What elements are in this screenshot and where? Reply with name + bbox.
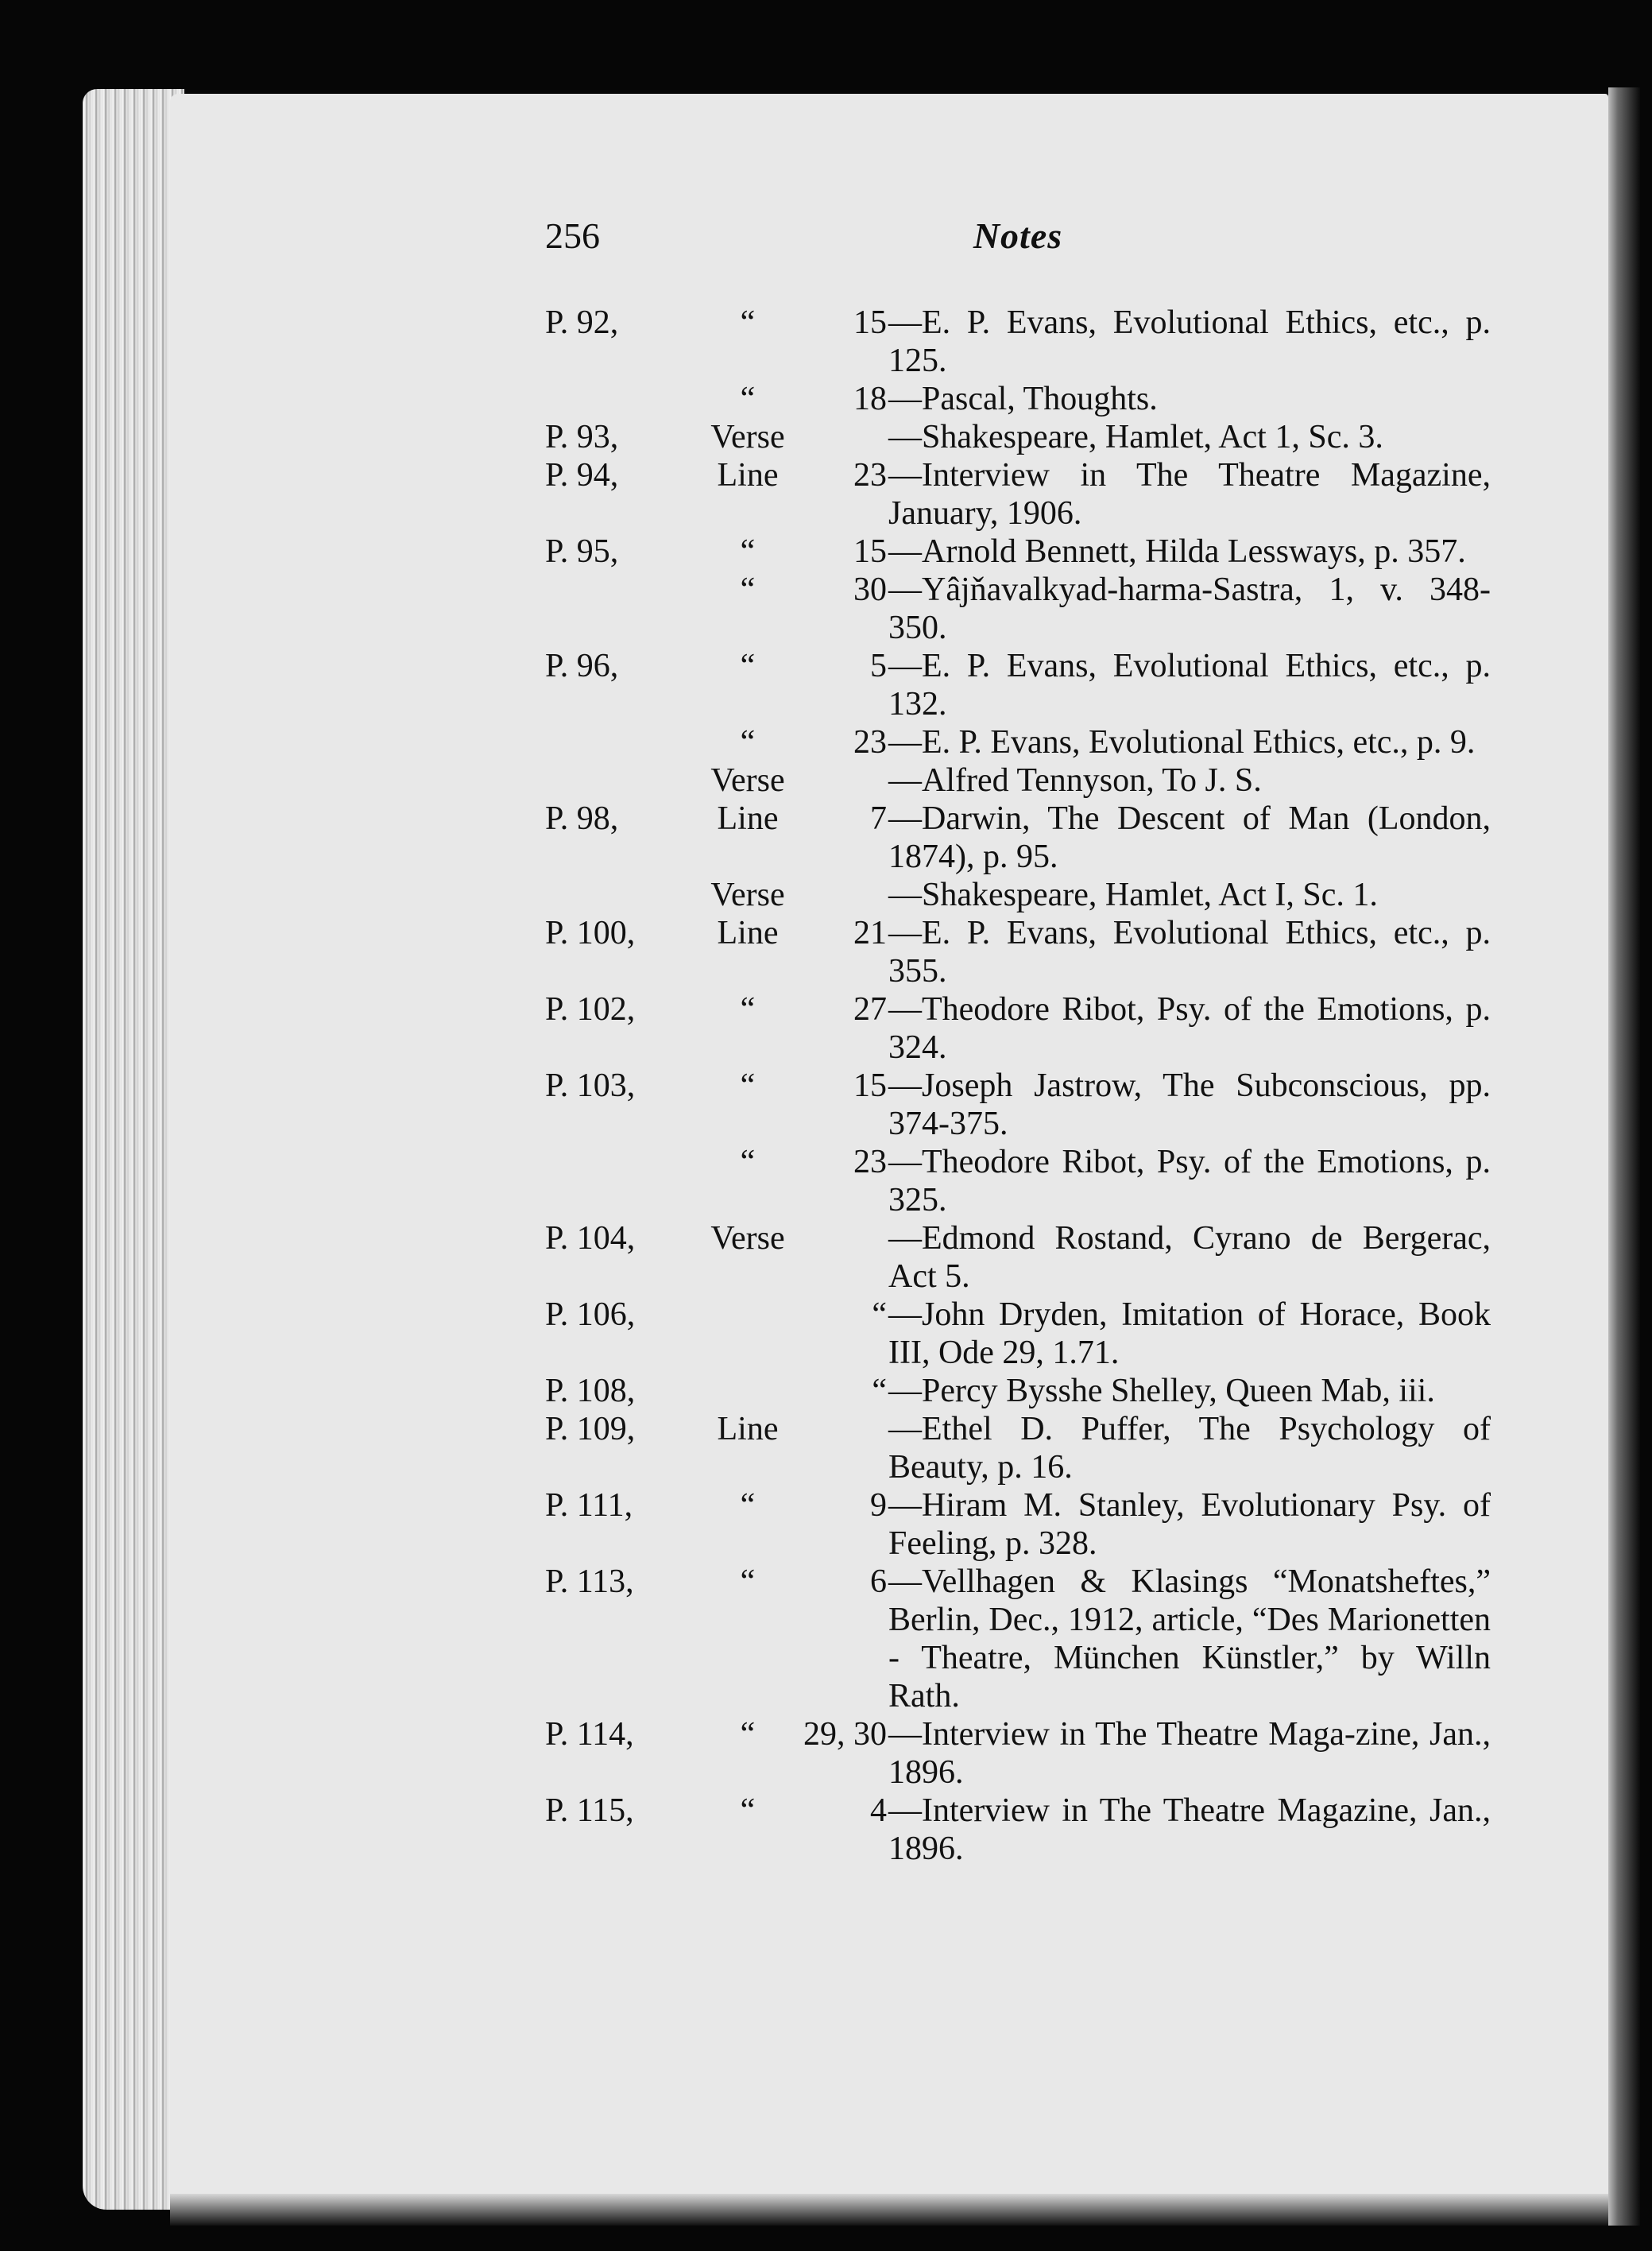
em-dash: — — [888, 724, 922, 761]
note-entry — [545, 304, 1491, 380]
note-line-marker: Verse — [710, 419, 785, 455]
note-entry — [545, 1563, 1491, 1715]
em-dash: — — [888, 1792, 922, 1829]
em-dash: — — [888, 419, 922, 455]
note-citation-text: Theodore Ribot, Psy. of the Emotions, p. 325. — [888, 1144, 1491, 1218]
note-entry — [545, 723, 1491, 761]
note-citation-text: Edmond Rostand, Cyrano de Bergerac, Act 5. — [888, 1220, 1491, 1295]
note-page-ref: P. 108, — [545, 1373, 636, 1409]
em-dash: — — [888, 1296, 922, 1333]
em-dash: — — [888, 877, 922, 913]
note-entry — [545, 647, 1491, 723]
note-citation — [888, 456, 1491, 533]
note-citation — [888, 761, 1491, 800]
note-entry — [545, 1296, 1491, 1372]
em-dash: — — [888, 381, 922, 417]
note-line-marker: Line — [717, 457, 779, 494]
note-citation-text: Alfred Tennyson, To J. S. — [922, 762, 1262, 799]
note-line-marker: “ — [740, 381, 756, 417]
note-entry — [545, 1792, 1491, 1868]
note-page-ref: P. 103, — [545, 1067, 636, 1104]
note-page-ref: P. 96, — [545, 648, 619, 684]
note-page-ref: P. 94, — [545, 457, 619, 494]
note-page-ref: P. 104, — [545, 1220, 636, 1257]
page-header — [545, 215, 1491, 270]
note-entry — [545, 1372, 1491, 1410]
note-line-marker: “ — [740, 304, 756, 341]
page-number: 256 — [545, 215, 600, 256]
em-dash: — — [888, 1067, 922, 1104]
note-line-number: 5 — [870, 648, 887, 684]
note-page-ref: P. 106, — [545, 1296, 636, 1333]
note-line-number: 4 — [870, 1792, 887, 1829]
note-citation — [888, 800, 1491, 876]
note-line-marker: “ — [740, 1144, 756, 1180]
note-line-marker: Line — [717, 800, 779, 837]
note-citation — [888, 1563, 1491, 1715]
note-citation-text: Interview in The Theatre Maga-zine, Jan., 1896. — [888, 1716, 1491, 1791]
note-line-number: “ — [872, 1373, 887, 1409]
note-entry — [545, 1410, 1491, 1486]
note-entry — [545, 571, 1491, 647]
em-dash: — — [888, 648, 922, 684]
note-line-number: 23 — [853, 457, 887, 494]
note-citation — [888, 533, 1491, 571]
note-citation — [888, 1143, 1491, 1219]
note-entry — [545, 1143, 1491, 1219]
em-dash: — — [888, 533, 922, 570]
note-line-marker: Line — [717, 915, 779, 951]
note-citation — [888, 380, 1491, 418]
note-line-number: 27 — [853, 991, 887, 1028]
em-dash: — — [888, 762, 922, 799]
note-citation — [888, 1372, 1491, 1410]
note-citation-text: Pascal, Thoughts. — [922, 381, 1158, 417]
em-dash: — — [888, 915, 922, 951]
note-citation-text: Interview in The Theatre Magazine, Jan., 1896. — [888, 1792, 1491, 1867]
note-citation-text: Vellhagen & Klasings “Monatsheftes,” Berlin, Dec., 1912, article, “Des Marionetten - Theatre, München Künstler,” by Willn Rath. — [888, 1563, 1491, 1714]
em-dash: — — [888, 1373, 922, 1409]
note-entry — [545, 1486, 1491, 1563]
em-dash: — — [888, 1563, 922, 1600]
notes-list — [545, 304, 1491, 1868]
note-line-marker: Line — [717, 1411, 779, 1447]
note-page-ref: P. 102, — [545, 991, 636, 1028]
em-dash: — — [888, 304, 922, 341]
note-line-marker: “ — [740, 1487, 756, 1524]
note-line-marker: “ — [740, 533, 756, 570]
note-line-number: 9 — [870, 1487, 887, 1524]
note-page-ref: P. 100, — [545, 915, 636, 951]
note-entry — [545, 914, 1491, 990]
note-entry — [545, 876, 1491, 914]
note-page-ref: P. 93, — [545, 419, 619, 455]
em-dash: — — [888, 1411, 922, 1447]
note-line-number: 23 — [853, 724, 887, 761]
note-entry — [545, 1219, 1491, 1296]
note-citation-text: E. P. Evans, Evolutional Ethics, etc., p. 132. — [888, 648, 1491, 723]
note-citation — [888, 876, 1491, 914]
note-line-number: “ — [872, 1296, 887, 1333]
note-line-number: 30 — [853, 571, 887, 608]
note-citation — [888, 1219, 1491, 1296]
note-citation-text: E. P. Evans, Evolutional Ethics, etc., p. 355. — [888, 915, 1491, 990]
note-citation — [888, 1296, 1491, 1372]
note-citation-text: Shakespeare, Hamlet, Act I, Sc. 1. — [922, 877, 1378, 913]
note-entry — [545, 380, 1491, 418]
note-citation — [888, 1715, 1491, 1792]
note-citation — [888, 914, 1491, 990]
running-title: Notes — [973, 215, 1063, 256]
em-dash: — — [888, 800, 922, 837]
note-citation — [888, 723, 1491, 761]
note-page-ref: P. 98, — [545, 800, 619, 837]
note-citation-text: Percy Bysshe Shelley, Queen Mab, iii. — [922, 1373, 1435, 1409]
note-line-marker: “ — [740, 1563, 756, 1600]
note-entry — [545, 1067, 1491, 1143]
em-dash: — — [888, 1487, 922, 1524]
note-page-ref: P. 111, — [545, 1487, 633, 1524]
em-dash: — — [888, 457, 922, 494]
note-entry — [545, 533, 1491, 571]
book-gutter-shadow — [1608, 87, 1640, 2226]
note-citation-text: Theodore Ribot, Psy. of the Emotions, p. 324. — [888, 991, 1491, 1066]
note-line-marker: Verse — [710, 1220, 785, 1257]
note-citation — [888, 990, 1491, 1067]
note-line-marker: Verse — [710, 877, 785, 913]
note-line-number: 29, 30 — [803, 1716, 887, 1753]
note-citation-text: Yâjňavalkyad-harma-Sastra, 1, v. 348-350. — [888, 571, 1491, 646]
note-entry — [545, 800, 1491, 876]
note-citation — [888, 418, 1491, 456]
note-citation-text: E. P. Evans, Evolutional Ethics, etc., p. 125. — [888, 304, 1491, 379]
note-line-marker: “ — [740, 724, 756, 761]
note-page-ref: P. 92, — [545, 304, 619, 341]
note-line-marker: “ — [740, 1792, 756, 1829]
note-citation — [888, 1410, 1491, 1486]
note-entry — [545, 1715, 1491, 1792]
note-page-ref: P. 95, — [545, 533, 619, 570]
note-page-ref: P. 114, — [545, 1716, 634, 1753]
note-entry — [545, 456, 1491, 533]
note-citation — [888, 647, 1491, 723]
note-citation — [888, 1792, 1491, 1868]
note-line-marker: “ — [740, 1716, 756, 1753]
note-line-number: 6 — [870, 1563, 887, 1600]
note-citation-text: John Dryden, Imitation of Horace, Book III, Ode 29, 1.71. — [888, 1296, 1491, 1371]
note-line-number: 23 — [853, 1144, 887, 1180]
note-citation-text: Joseph Jastrow, The Subconscious, pp. 374-375. — [888, 1067, 1491, 1142]
note-line-marker: “ — [740, 991, 756, 1028]
note-citation-text: Darwin, The Descent of Man (London, 1874), p. 95. — [888, 800, 1491, 875]
note-citation-text: Ethel D. Puffer, The Psychology of Beauty, p. 16. — [888, 1411, 1491, 1486]
note-line-marker: “ — [740, 571, 756, 608]
note-citation — [888, 304, 1491, 380]
page-bottom-shadow — [170, 2194, 1608, 2226]
note-citation — [888, 571, 1491, 647]
em-dash: — — [888, 991, 922, 1028]
note-page-ref: P. 113, — [545, 1563, 634, 1600]
note-line-number: 7 — [870, 800, 887, 837]
note-line-number: 21 — [853, 915, 887, 951]
note-line-number: 15 — [853, 1067, 887, 1104]
note-entry — [545, 418, 1491, 456]
note-citation-text: Shakespeare, Hamlet, Act 1, Sc. 3. — [922, 419, 1383, 455]
note-citation-text: Hiram M. Stanley, Evolutionary Psy. of Feeling, p. 328. — [888, 1487, 1491, 1562]
em-dash: — — [888, 1144, 922, 1180]
note-citation-text: Arnold Bennett, Hilda Lessways, p. 357. — [922, 533, 1466, 570]
note-page-ref: P. 115, — [545, 1792, 634, 1829]
note-page-ref: P. 109, — [545, 1411, 636, 1447]
note-line-number: 15 — [853, 304, 887, 341]
note-entry — [545, 990, 1491, 1067]
note-citation — [888, 1067, 1491, 1143]
book-page-edges — [83, 89, 184, 2210]
em-dash: — — [888, 1220, 922, 1257]
note-line-number: 15 — [853, 533, 887, 570]
note-line-marker: “ — [740, 1067, 756, 1104]
em-dash: — — [888, 1716, 922, 1753]
em-dash: — — [888, 571, 922, 608]
note-citation-text: Interview in The Theatre Magazine, January, 1906. — [888, 457, 1491, 532]
note-citation-text: E. P. Evans, Evolutional Ethics, etc., p. 9. — [922, 724, 1476, 761]
note-line-number: 18 — [853, 381, 887, 417]
note-citation — [888, 1486, 1491, 1563]
note-entry — [545, 761, 1491, 800]
note-line-marker: Verse — [710, 762, 785, 799]
note-line-marker: “ — [740, 648, 756, 684]
